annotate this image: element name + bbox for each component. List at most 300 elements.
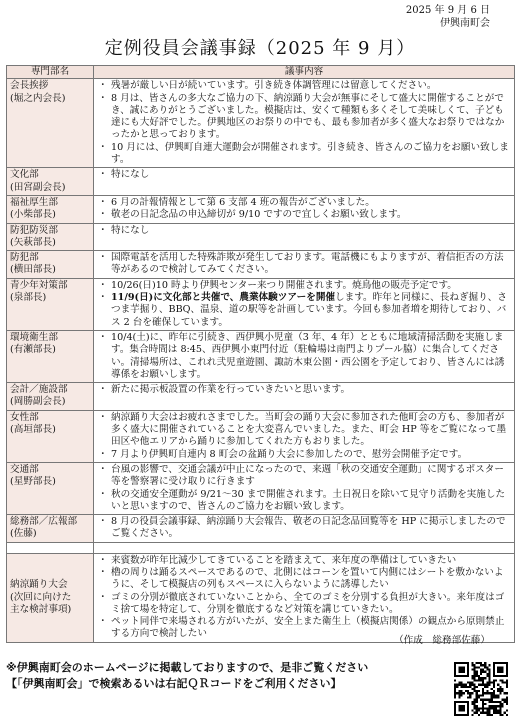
- qr-module: [482, 684, 484, 686]
- qr-module: [484, 664, 486, 666]
- qr-module: [471, 677, 473, 679]
- qr-module: [506, 714, 508, 716]
- qr-module: [482, 703, 484, 705]
- qr-module: [480, 677, 482, 679]
- qr-module: [480, 662, 482, 664]
- list-item: [111, 292, 511, 329]
- qr-module: [491, 697, 493, 699]
- qr-module: [463, 686, 465, 688]
- table-row: [7, 410, 515, 462]
- qr-module: [502, 703, 504, 705]
- qr-module: [480, 664, 482, 666]
- qr-module: [499, 712, 501, 714]
- qr-module: [497, 690, 499, 692]
- table-row: [7, 223, 515, 251]
- qr-module: [478, 697, 480, 699]
- qr-module: [506, 701, 508, 703]
- qr-module: [482, 668, 484, 670]
- qr-module: [502, 681, 504, 683]
- list-item: ・ 来賓数が昨年比減少してきていることを踏まえて、来年度の準備はしていきたい: [111, 555, 511, 567]
- dept-person: (小柴部長): [10, 209, 56, 221]
- notice-line-2: 【「伊興南町会」で検索あるいは右記ＱＲコードをご利用ください】: [6, 677, 342, 690]
- list-item: ・ 国際電話を活用した特殊詐欺が発生しております。電話機にもよりますが、着信拒否の方法等があるので検討してみてください。: [111, 252, 511, 277]
- qr-module: [465, 684, 467, 686]
- list-item: ・ 7 月より伊興町自連内 8 町会の盆踊り大会に参加したので、慰労会開催予定です。: [111, 449, 511, 461]
- qr-module: [482, 679, 484, 681]
- table-row: [7, 515, 515, 543]
- column-header-dept: 専門部名: [7, 66, 94, 79]
- qr-module: [489, 707, 491, 709]
- qr-module: [489, 684, 491, 686]
- qr-module: [504, 712, 506, 714]
- qr-module: [486, 681, 488, 683]
- qr-module: [467, 686, 469, 688]
- content-cell: [94, 79, 515, 168]
- qr-module: [489, 699, 491, 701]
- qr-finder: [458, 705, 464, 711]
- qr-module: [497, 710, 499, 712]
- list-item: ・ 8 月の役員会議事録、納涼踊り大会報告、敬老の日記念品回覧等を HP に掲示しましたのでご覧ください。: [111, 516, 511, 541]
- qr-module: [506, 684, 508, 686]
- qr-module: [476, 673, 478, 675]
- qr-module: [473, 668, 475, 670]
- qr-module: [471, 714, 473, 716]
- qr-module: [471, 664, 473, 666]
- qr-module: [493, 690, 495, 692]
- notice-line-1: ※伊興南町会のホームページに掲載しておりますので、是非ご覧ください: [6, 661, 369, 674]
- qr-module: [489, 673, 491, 675]
- list-item: ・ 10/26(日)10 時より伊興センター来つり開催されます。焼鳥他の販売予定です。: [111, 280, 511, 292]
- qr-finder: [497, 666, 503, 672]
- qr-module: [473, 688, 475, 690]
- qr-module: [456, 684, 458, 686]
- qr-module: [469, 681, 471, 683]
- qr-module: [467, 681, 469, 683]
- qr-module: [454, 690, 456, 692]
- content-cell: [94, 195, 515, 223]
- qr-module: [493, 701, 495, 703]
- dept-name: 会計／施設部: [10, 384, 68, 396]
- qr-module: [489, 677, 491, 679]
- dept-name: 福祉厚生部: [10, 196, 58, 208]
- qr-module: [482, 694, 484, 696]
- qr-module: [489, 692, 491, 694]
- qr-module: [493, 710, 495, 712]
- qr-module: [484, 692, 486, 694]
- table-gap: [7, 542, 515, 553]
- list-item: ・ ペット同伴で来場される方がいたが、安全上また衛生上（模擬店関係）の観点から原則禁止する方向で検討したい: [111, 616, 511, 641]
- dept-cell: [7, 168, 94, 196]
- author-note: （作成 総務部佐藤）: [394, 635, 490, 646]
- qr-module: [458, 692, 460, 694]
- qr-module: [482, 710, 484, 712]
- qr-module: [482, 692, 484, 694]
- dept-name: 防犯防災部: [10, 224, 58, 236]
- qr-module: [473, 701, 475, 703]
- qr-module: [473, 684, 475, 686]
- qr-module: [484, 703, 486, 705]
- qr-module: [473, 707, 475, 709]
- content-cell: [94, 168, 515, 196]
- dept-cell: [7, 251, 94, 279]
- qr-module: [495, 679, 497, 681]
- qr-module: [484, 671, 486, 673]
- content-cell: [94, 462, 515, 514]
- table-row-summer-festival: [7, 553, 515, 642]
- qr-module: [489, 664, 491, 666]
- minutes-table: [6, 65, 515, 643]
- list-item: ・ 敬老の日記念品の申込締切が 9/10 ですので宜しくお願い致します。: [111, 209, 511, 221]
- qr-module: [497, 705, 499, 707]
- qr-module: [504, 699, 506, 701]
- qr-module: [460, 684, 462, 686]
- qr-module: [484, 707, 486, 709]
- qr-module: [473, 675, 475, 677]
- qr-module: [495, 705, 497, 707]
- qr-module: [486, 675, 488, 677]
- qr-module: [491, 688, 493, 690]
- qr-module: [489, 679, 491, 681]
- qr-module: [484, 684, 486, 686]
- content-cell: [94, 330, 515, 382]
- content-cell: [94, 553, 515, 642]
- qr-module: [495, 707, 497, 709]
- list-item: ・ 6 月の計報情報として第 6 支部 4 班の報告がございました。: [111, 197, 511, 209]
- qr-module: [471, 701, 473, 703]
- qr-module: [497, 697, 499, 699]
- qr-module: [491, 692, 493, 694]
- dept-name: 青少年対策部: [10, 279, 68, 291]
- qr-module: [497, 684, 499, 686]
- qr-module: [491, 699, 493, 701]
- qr-module: [480, 694, 482, 696]
- qr-module: [504, 692, 506, 694]
- dept-cell: [7, 515, 94, 543]
- list-item: ・ 台風の影響で、交通会議が中止になったので、来週「秋の交通安全運動」に関するポスター等を警察署に受け取りに行きます: [111, 464, 511, 489]
- qr-module: [489, 714, 491, 716]
- qr-module: [499, 701, 501, 703]
- qr-module: [478, 694, 480, 696]
- qr-module: [480, 671, 482, 673]
- qr-module: [495, 712, 497, 714]
- dept-person: (星野部長): [10, 476, 56, 488]
- content-cell: [94, 223, 515, 251]
- qr-module: [454, 686, 456, 688]
- qr-module: [478, 707, 480, 709]
- qr-module: [478, 679, 480, 681]
- dept-person: (高垣部長): [10, 424, 56, 436]
- qr-module: [478, 710, 480, 712]
- qr-module: [480, 673, 482, 675]
- dept-cell: [7, 195, 94, 223]
- qr-module: [471, 692, 473, 694]
- qr-module: [489, 668, 491, 670]
- qr-module: [476, 671, 478, 673]
- qr-module: [504, 701, 506, 703]
- qr-module: [471, 668, 473, 670]
- dept-person: (横田部長): [10, 264, 56, 276]
- dept-name: 防犯部: [10, 252, 39, 264]
- qr-module: [480, 684, 482, 686]
- qr-module: [502, 699, 504, 701]
- qr-module: [484, 662, 486, 664]
- list-item: ・ 新たに掲示板設置の作業を行っていきたいと思います。: [111, 384, 511, 396]
- qr-module: [482, 712, 484, 714]
- dept-cell: [7, 330, 94, 382]
- qr-module: [478, 666, 480, 668]
- qr-module: [482, 701, 484, 703]
- qr-module: [499, 710, 501, 712]
- qr-module: [484, 699, 486, 701]
- qr-module: [482, 707, 484, 709]
- qr-module: [493, 684, 495, 686]
- qr-module: [491, 705, 493, 707]
- dept-person: (佐藤): [10, 528, 37, 540]
- qr-module: [482, 677, 484, 679]
- qr-module: [486, 690, 488, 692]
- qr-module: [497, 694, 499, 696]
- list-item: ・ 納涼踊り大会はお疲れさまでした。当町会の踊り大会に参加された他町会の方も、参加者が多く盛大に開催されていることを大変喜んでいました。また、町会 HP 等をご覧になって墨田区や他エリアから踊りに参加してくれた方もおりました。: [111, 412, 511, 449]
- qr-module: [476, 712, 478, 714]
- list-item: ・ 10 月には、伊興町自連大運動会が開催されます。引き続き、皆さんのご協力をお願い致します。: [111, 142, 511, 167]
- qr-module: [486, 714, 488, 716]
- qr-module: [486, 684, 488, 686]
- dept-person: (有瀬部長): [10, 344, 56, 356]
- qr-module: [482, 699, 484, 701]
- qr-module: [473, 671, 475, 673]
- table-row: [7, 278, 515, 330]
- qr-module: [506, 697, 508, 699]
- qr-module: [465, 690, 467, 692]
- qr-module: [478, 714, 480, 716]
- qr-module: [467, 690, 469, 692]
- qr-module: [476, 694, 478, 696]
- qr-module: [471, 703, 473, 705]
- dept-name: 女性部: [10, 411, 39, 423]
- dept-cell: [7, 383, 94, 411]
- dept-line: (次回に向けた: [10, 591, 72, 603]
- qr-module: [473, 686, 475, 688]
- qr-module: [478, 690, 480, 692]
- qr-module: [463, 684, 465, 686]
- qr-module: [460, 690, 462, 692]
- qr-module: [491, 714, 493, 716]
- content-cell: [94, 515, 515, 543]
- qr-module: [493, 694, 495, 696]
- table-row: [7, 251, 515, 279]
- qr-module: [476, 699, 478, 701]
- qr-module: [502, 714, 504, 716]
- qr-module: [471, 688, 473, 690]
- qr-module: [489, 705, 491, 707]
- qr-module: [476, 666, 478, 668]
- qr-module: [458, 694, 460, 696]
- list-item: ・ 秋の交通安全運動が 9/21～30 まで開催されます。土日祝日を除いて見守り活動を実施したいと思いますので、皆さんのご協力をお願い致します。: [111, 489, 511, 514]
- qr-module: [480, 712, 482, 714]
- qr-module: [480, 699, 482, 701]
- list-item: ・ 櫓の周りは踊るスペースであるので、北側にはコーンを置いて内側にはシートを敷かないように、そして模擬店の列もスペースに入らないように誘導したい: [111, 567, 511, 592]
- dept-person: (堀之内会長): [10, 92, 66, 104]
- dept-cell: [7, 462, 94, 514]
- qr-module: [473, 712, 475, 714]
- qr-module: [493, 686, 495, 688]
- dept-cell: [7, 553, 94, 642]
- qr-module: [482, 690, 484, 692]
- qr-module: [486, 673, 488, 675]
- qr-module: [499, 707, 501, 709]
- qr-module: [476, 701, 478, 703]
- qr-module: [493, 692, 495, 694]
- qr-module: [476, 707, 478, 709]
- dept-cell: [7, 223, 94, 251]
- qr-module: [478, 684, 480, 686]
- qr-module: [473, 705, 475, 707]
- qr-module: [504, 681, 506, 683]
- qr-module: [473, 673, 475, 675]
- qr-module: [499, 703, 501, 705]
- dept-line: 主な検討事項): [10, 603, 72, 615]
- qr-module: [495, 697, 497, 699]
- dept-line: 納涼踊り大会: [10, 579, 68, 591]
- item-text: します。昨年と同様に、長ねぎ掘り、さつま芋掘り、BBQ、温泉、道の駅等を計画しています。今回も参加者増を期待しており、バス 2 台を確保しています。: [111, 292, 507, 328]
- qr-module: [469, 694, 471, 696]
- qr-module: [458, 690, 460, 692]
- qr-module: [486, 686, 488, 688]
- qr-module: [484, 666, 486, 668]
- qr-module: [482, 671, 484, 673]
- qr-module: [476, 690, 478, 692]
- organization-name: 伊興南町会: [440, 18, 490, 29]
- qr-module: [486, 712, 488, 714]
- document-date-block: [406, 4, 490, 30]
- column-header-content: 議事内容: [94, 66, 515, 79]
- dept-person: (田宮副会長): [10, 181, 66, 193]
- dept-cell: [7, 410, 94, 462]
- list-item: ・ 残暑が厳しい日が続いています。引き続き体調管理には留意してください。: [111, 80, 511, 92]
- table-row: [7, 195, 515, 223]
- qr-module: [489, 701, 491, 703]
- qr-module: [476, 705, 478, 707]
- qr-module: [454, 679, 456, 681]
- qr-module: [482, 681, 484, 683]
- list-item: ・ 特になし: [111, 169, 511, 181]
- dept-person: (泉部長): [10, 292, 47, 304]
- qr-module: [473, 703, 475, 705]
- dept-name: 環境衛生部: [10, 331, 58, 343]
- qr-module: [476, 662, 478, 664]
- dept-name: 文化部: [10, 169, 39, 181]
- content-cell: [94, 278, 515, 330]
- qr-module: [456, 686, 458, 688]
- qr-module: [489, 710, 491, 712]
- list-item: ・ 特になし: [111, 225, 511, 237]
- qr-module: [497, 688, 499, 690]
- qr-module: [484, 712, 486, 714]
- qr-module: [493, 697, 495, 699]
- qr-module: [486, 710, 488, 712]
- qr-module: [469, 684, 471, 686]
- qr-module: [491, 707, 493, 709]
- qr-module: [506, 710, 508, 712]
- qr-module: [476, 679, 478, 681]
- qr-module: [497, 701, 499, 703]
- qr-module: [489, 675, 491, 677]
- qr-module: [493, 679, 495, 681]
- qr-module: [495, 694, 497, 696]
- qr-module: [499, 679, 501, 681]
- table-row: [7, 383, 515, 411]
- qr-module: [480, 668, 482, 670]
- qr-module: [476, 686, 478, 688]
- content-cell: [94, 251, 515, 279]
- table-row: [7, 330, 515, 382]
- qr-finder: [458, 666, 464, 672]
- qr-module: [493, 712, 495, 714]
- qr-module: [478, 675, 480, 677]
- qr-module: [499, 714, 501, 716]
- qr-module: [460, 694, 462, 696]
- qr-module: [489, 671, 491, 673]
- qr-module: [491, 681, 493, 683]
- dept-name: 会長挨拶: [10, 80, 49, 92]
- qr-module: [484, 686, 486, 688]
- qr-module: [471, 710, 473, 712]
- gap-cell: [94, 542, 515, 553]
- gap-cell: [7, 542, 94, 553]
- qr-module: [499, 705, 501, 707]
- qr-module: [463, 692, 465, 694]
- list-item: ・ 10/4(土)に、昨年に引続き、西伊興小児童（3 年、4 年）とともに地域清掃活動を実施します。集合時間は 8:45、西伊興小東門付近（駐輪場は南門よりプール脇）に集合してください。清掃場所は、これれ弐児童遊園、諏訪木東公園・西公園を予定しており、皆さんには誘導係をお願いします。: [111, 332, 511, 381]
- qr-code-icon[interactable]: [454, 662, 508, 716]
- qr-module: [465, 686, 467, 688]
- qr-module: [491, 694, 493, 696]
- qr-module: [471, 662, 473, 664]
- qr-module: [458, 697, 460, 699]
- list-item: ・ ゴミの分別が徹底されていないことから、全てのゴミを分別する負担が大きい。来年度はゴミ捨て場を特定して、分別を徹底するなど対策を講じていきたい。: [111, 592, 511, 617]
- qr-module: [486, 692, 488, 694]
- qr-module: [491, 701, 493, 703]
- dept-name: 総務部／広報部: [10, 516, 78, 528]
- qr-module: [473, 690, 475, 692]
- qr-module: [471, 684, 473, 686]
- qr-module: [458, 681, 460, 683]
- dept-person: (矢萩部長): [10, 236, 56, 248]
- qr-module: [499, 688, 501, 690]
- qr-module: [460, 686, 462, 688]
- document-date: 2025 年 9 月 6 日: [405, 5, 490, 16]
- qr-module: [460, 681, 462, 683]
- qr-module: [454, 684, 456, 686]
- qr-module: [469, 697, 471, 699]
- qr-module: [480, 679, 482, 681]
- qr-module: [499, 690, 501, 692]
- qr-module: [506, 679, 508, 681]
- dept-cell: [7, 79, 94, 168]
- qr-module: [473, 679, 475, 681]
- qr-module: [502, 688, 504, 690]
- qr-module: [473, 664, 475, 666]
- qr-module: [493, 705, 495, 707]
- qr-module: [502, 690, 504, 692]
- dept-cell: [7, 278, 94, 330]
- qr-module: [493, 707, 495, 709]
- dept-name: 交通部: [10, 463, 39, 475]
- qr-module: [506, 692, 508, 694]
- qr-module: [454, 688, 456, 690]
- qr-module: [486, 666, 488, 668]
- qr-module: [471, 675, 473, 677]
- qr-module: [489, 681, 491, 683]
